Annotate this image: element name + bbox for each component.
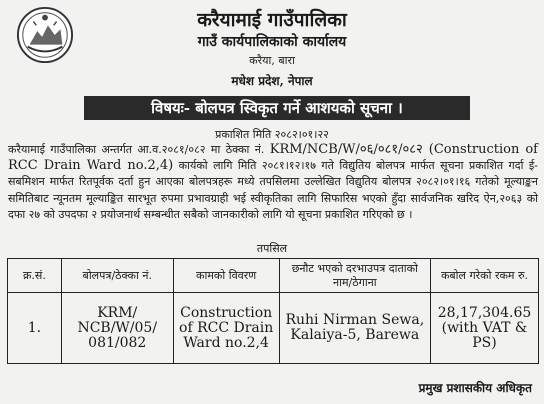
office-address: करैया, बारा xyxy=(249,54,295,67)
table-header-row xyxy=(8,259,539,293)
published-date: प्रकाशित मिति २०८२।०१।२२ xyxy=(215,128,329,141)
column-header-contract-no: बोलपत्र/ठेक्का नं. xyxy=(61,259,173,293)
body-text-part2: कार्यको लागि मिति २०८१।१२।१७ गते विद्युतिय बोलपत्र मार्फत सूचना प्रकाशित गर्दा ई-सबमिशन मार्फत रितपूर्वक दर्ता हुन आएका बोलपत्रहरू मध्ये तपसिलमा उल्लेखित विद्युतिय बोलपत्र २०८२।०१।१६ गतेको मूल्याङ्कन समितिबाट न्यूनतम मूल्याङ्कित सारभूत रुपमा प्रभावग्राही भई स्वीकृतिका लागि सिफारिस भएको हुँदा सार्वजनिक खरिद ऐन,२०६३ को दफा २७ को उपदफा २ प्रयोजनार्थ सम्बन्धीत सबैको जानकारीको लागि यो सूचना प्रकाशित गरिएको छ । xyxy=(8,159,538,221)
notice-body xyxy=(8,142,538,223)
table-title: तपसिल xyxy=(256,242,288,255)
cell-contract-no: KRM/ NCB/W/05/ 081/082 xyxy=(61,293,173,364)
column-header-work-description: कामको विवरण xyxy=(173,259,279,293)
contract-reference: KRM/NCB/W/०६/०८१/०८२ (Construction of RCC Drain Ward no.2,4) xyxy=(8,142,538,174)
subject-text: विषयः- बोलपत्र स्विकृत गर्ने आशयको सूचना । xyxy=(151,99,403,117)
table-row xyxy=(8,293,539,364)
province-name: मधेश प्रदेश, नेपाल xyxy=(231,74,313,88)
signatory-title: प्रमुख प्रशासकीय अधिकृत xyxy=(418,381,532,395)
cell-amount: 28,17,304.65 (with VAT & PS) xyxy=(431,293,539,364)
subject-banner xyxy=(84,96,470,120)
bid-details-table xyxy=(7,258,539,364)
body-text-part1: करैयामाई गाउँपालिका अन्तर्गत आ.व.२०८१/०८२ मा ठेक्का नं. xyxy=(8,143,270,156)
office-name: गाउँ कार्यपालिकाको कार्यालय xyxy=(197,34,347,50)
column-header-serial: क्र.सं. xyxy=(8,259,62,293)
cell-serial: 1. xyxy=(8,293,62,364)
cell-work-description: Construction of RCC Drain Ward no.2,4 xyxy=(173,293,279,364)
column-header-amount: कबोल गरेको रकम रु. xyxy=(431,259,539,293)
column-header-bidder: छनौट भएको दरभाउपत्र दाताको नाम/ठेगाना xyxy=(279,259,430,293)
cell-bidder: Ruhi Nirman Sewa, Kalaiya-5, Barewa xyxy=(279,293,430,364)
municipality-title: करैयामाई गाउँपालिका xyxy=(197,9,347,31)
